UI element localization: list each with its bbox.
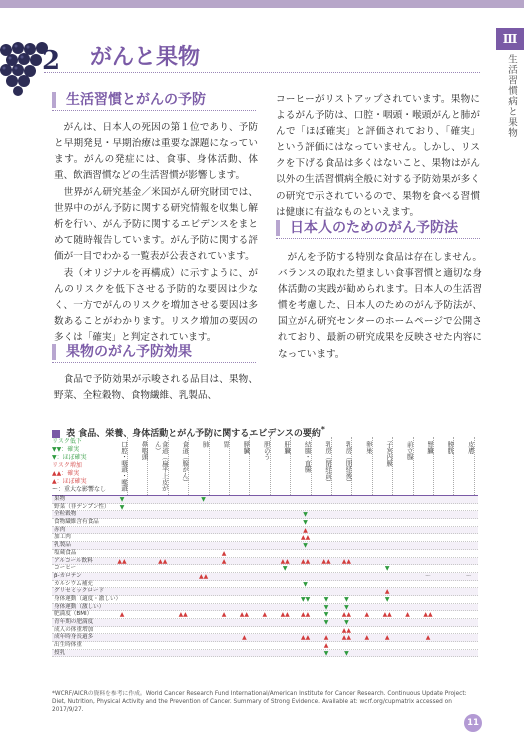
table-row-label: 授乳 (54, 649, 66, 656)
table-row (52, 611, 478, 619)
side-tab-label: 生活習慣病と果物 (506, 54, 517, 138)
table-cell: ▲ (323, 642, 329, 650)
table-cell: ▲▲ (341, 611, 351, 619)
table-row (52, 650, 478, 658)
table-tag-square (52, 430, 60, 438)
table-row (52, 511, 478, 519)
paragraph: 食品で予防効果が示唆される品目は、果物、野菜、全粒穀物、食物繊維、乳製品、 (54, 374, 258, 402)
table-column-header: 口腔・咽頭・喉頭 (112, 437, 128, 495)
table-cell: ▲▲ (423, 611, 433, 619)
title-underline (44, 72, 480, 73)
table-row-label: 赤肉 (54, 526, 66, 533)
table-row-label: 成人の体重増加 (54, 626, 94, 633)
table-row-label: 身体運動（激しい） (54, 603, 105, 610)
table-cell: ▼ (384, 595, 390, 603)
table-cell: ▲▲ (321, 557, 331, 565)
table-row-label: 乳製品 (54, 542, 71, 549)
table-column-header: 食道（腺がん） (173, 437, 189, 495)
table-row (52, 550, 478, 558)
table-cell: ▲ (221, 557, 227, 565)
table-cell: ▲▲ (178, 611, 188, 619)
table-row (52, 558, 478, 566)
table-row-label: アルコール飲料 (54, 557, 93, 564)
legend-none: ー：重大な影響なし (52, 486, 107, 493)
table-cell: ▲▲ (341, 557, 351, 565)
table-row (52, 596, 478, 604)
table-column-header: 卵巣 (357, 437, 373, 495)
table-cell: ▲▲ (117, 557, 127, 565)
table-cell: ▲▲ (280, 611, 290, 619)
table-cell: ▼ (303, 580, 308, 588)
table-row (52, 527, 478, 535)
table-cell: ▲▲ (341, 626, 351, 634)
table-row (52, 496, 478, 504)
section-heading-underline (276, 238, 480, 239)
table-row (52, 573, 478, 581)
side-tab (496, 28, 524, 140)
table-row (52, 634, 478, 642)
table-cell: ー (424, 572, 431, 580)
page-title: がんと果物 (90, 45, 201, 70)
table-cell: ▼ (323, 603, 329, 611)
table-cell: ▲ (303, 526, 308, 534)
table-legend (52, 438, 106, 494)
table-cell: ▼ (282, 565, 288, 573)
table-cell: ▼ (344, 619, 349, 626)
table-cell: ▲ (364, 634, 370, 642)
table-cell: ▲▲ (300, 534, 311, 542)
table-column-header: 膵臓 (234, 437, 250, 495)
paragraph: 世界がん研究基金／米国がん研究財団では、世界中のがん予防に関する研究情報を収集し解析を行い、がん予防に関するエビデンスをまとめて随時報告しています。がん予防に関する評価が一目でわかる一覧表が公表されています。 (54, 187, 258, 263)
paragraph: がんは、日本人の死因の第１位であり、予防と早期発見・早期治療は重要な課題になっています。がんの発症には、食事、身体活動、体重、飲酒習慣などの生活習慣が影響します。 (54, 122, 258, 182)
table-column-header: 膀胱 (438, 437, 454, 495)
table-column-header: 腎臓 (418, 437, 434, 495)
table-label: 表 (66, 429, 76, 439)
table-row (52, 604, 478, 612)
table-row-label: コーヒー (54, 565, 77, 572)
table-row-label: 身体運動（適度・激しい） (54, 595, 122, 602)
table-cell: ▲▲ (300, 557, 311, 565)
paragraph: がんを予防する特別な食品は存在しません。バランスの取れた望ましい食事習慣と適切な身体活動の実践が勧められます。日本人の生活習慣を考慮した、日本人のためのがん予防法が、国立がん研究センターのホームページで公開されており、最新の研究成果を反映させた内容になっています。 (278, 252, 482, 360)
chapter-number: 2 (42, 46, 61, 76)
table-cell: ▲▲ (300, 634, 311, 642)
source-note: *WCRF/AICRの資料を参考に作成。World Cancer Research Fund International/American Institute for Cancer Research. Continuous Update Project: Diet, Nutrition, Physical Activity and the Prevention of Cancer. Summary of Strong Evidence. Available at: wcrf.org/cupmatrix accessed on 2017/9/27. (52, 691, 467, 713)
table-row-label: 青年期の肥満度 (54, 619, 94, 625)
table-column-header: 食道（扁平上皮がん） (153, 437, 169, 495)
table-row (52, 504, 478, 512)
table-cell: ▼ (201, 496, 206, 503)
table-cell: ▲▲ (239, 611, 249, 619)
table-column-header: 肺 (194, 437, 210, 495)
table-cell: ▼ (323, 649, 329, 657)
table-cell: ▼ (303, 511, 308, 519)
legend-up-title: リスク増加 (52, 462, 82, 469)
table-cell: ▼ (323, 611, 329, 619)
table-row-label: 加工肉 (54, 534, 71, 541)
section-heading-japanese-prevention: 日本人のためのがん予防法 (276, 220, 458, 236)
table-cell: ▲ (425, 634, 431, 642)
table-cell: ▲▲ (341, 634, 351, 642)
table-cell: ▲▲ (382, 611, 392, 619)
legend-up-certain: ▲▲：確実 (52, 470, 80, 477)
table-row-label: 塩蔵食品 (54, 549, 77, 556)
table-column-header: 肝臓 (275, 437, 291, 495)
table-row-label: グリセミックロード (54, 588, 105, 595)
table-cell: ▲ (242, 634, 247, 642)
table-title-text: 食品、栄養、身体活動とがん予防に関するエビデンスの要約 (78, 429, 321, 439)
table-cell: ▲ (384, 588, 390, 596)
table-row (52, 581, 478, 589)
table-cell: ▼ (303, 542, 308, 550)
legend-down-title: リスク低下 (52, 438, 82, 445)
table-cell: ▲▲ (280, 557, 290, 565)
table-cell: ▲ (384, 634, 390, 642)
table-column-header: 子宮内膜 (377, 437, 393, 495)
table-row (52, 519, 478, 527)
table-row-label: 出生時体重 (54, 642, 82, 649)
table-row-label: 食物繊維含有食品 (54, 519, 99, 526)
table-column-header: 皮膚 (459, 437, 475, 495)
table-column-header: 胆のう (255, 437, 271, 495)
table-cell: ▼ (384, 565, 390, 573)
table-cell: ▲▲ (198, 572, 209, 580)
table-title-mark: * (320, 425, 325, 434)
legend-down-certain: ▼▼：確実 (52, 446, 80, 453)
table-cell: ▼ (303, 519, 308, 527)
table-cell: ▲▲ (300, 611, 311, 619)
table-row-label: 野菜（非デンプン性） (54, 503, 110, 510)
table-column-header: 鼻咽頭 (132, 437, 148, 495)
table-row-label: 成年時身長過多 (54, 634, 94, 641)
table-cell: ▲ (405, 611, 410, 619)
table-row (52, 588, 478, 596)
table-column-header: 前立腺 (398, 437, 414, 495)
section-heading-underline (52, 362, 256, 363)
table-cell: ▼ (119, 496, 125, 503)
table-column-header: 乳房（閉経後） (336, 437, 352, 495)
table-row (52, 534, 478, 542)
legend-up-probable: ▲：ほぼ確実 (52, 478, 87, 485)
table-cell: ▲ (221, 611, 227, 619)
section-heading-lifestyle: 生活習慣とがんの予防 (52, 92, 206, 108)
evidence-table (52, 495, 478, 657)
table-row-label: カルシウム補充 (54, 580, 93, 587)
header-bar (0, 0, 524, 8)
legend-down-probable: ▼：ほぼ確実 (52, 454, 87, 461)
table-row (52, 565, 478, 573)
table-column-header: 結腸・直腸 (296, 437, 312, 495)
paragraph: 表（オリジナルを再構成）に示すように、がんのリスクを低下させる予防的な要因は少なく、一方でがんのリスクを増加させる要因は多数あることがわかります。リスク増加の要因の多くは「確実」と判定されています。 (54, 268, 258, 344)
table-cell: ▼ (323, 595, 329, 603)
side-tab-roman: Ⅲ (496, 28, 524, 50)
section-heading-fruit-effect: 果物のがん予防効果 (52, 344, 192, 360)
table-cell: ▲ (221, 549, 227, 557)
table-cell: ▼ (344, 595, 349, 603)
page-number: 11 (464, 714, 482, 732)
table-row (52, 542, 478, 550)
table-row-label: 全粒穀物 (54, 511, 77, 518)
table-column-header: 胃 (214, 437, 230, 495)
table-row-label: 果物 (54, 496, 66, 502)
table-cell: ー (465, 572, 472, 580)
table-cell: ▼ (323, 619, 329, 626)
table-cell: ▲ (323, 634, 329, 642)
table-cell: ▲▲ (158, 557, 168, 565)
table-row (52, 642, 478, 650)
table-row-label: 肥満度（BMI） (54, 611, 93, 618)
table-cell: ▼ (344, 649, 349, 657)
table-cell: ▼ (119, 503, 125, 511)
section-heading-underline (52, 110, 256, 111)
table-column-header: 乳房（閉経前） (316, 437, 332, 495)
table-cell: ▼▼ (300, 595, 311, 603)
paragraph-continued: コーヒーがリストアップされています。果物によるがん予防は、口腔・咽頭・喉頭がんと肺がんで「ほぼ確実」と評価されており、「確実」という評価にはなっていません。しかし、リスクを下げる食品は多くはないこと、果物はがん以外の生活習慣病全般に対する予防効果が多くの研究で示されているので、果物を食べる習慣は健康に有益なものといえます。 (276, 94, 480, 218)
table-cell: ▲ (364, 611, 370, 619)
table-row-label: β-カロテン (54, 572, 82, 579)
table-cell: ▼ (344, 603, 349, 611)
table-row (52, 627, 478, 635)
table-cell: ▲ (262, 611, 268, 619)
table-row (52, 619, 478, 627)
table-cell: ▲ (119, 611, 125, 619)
